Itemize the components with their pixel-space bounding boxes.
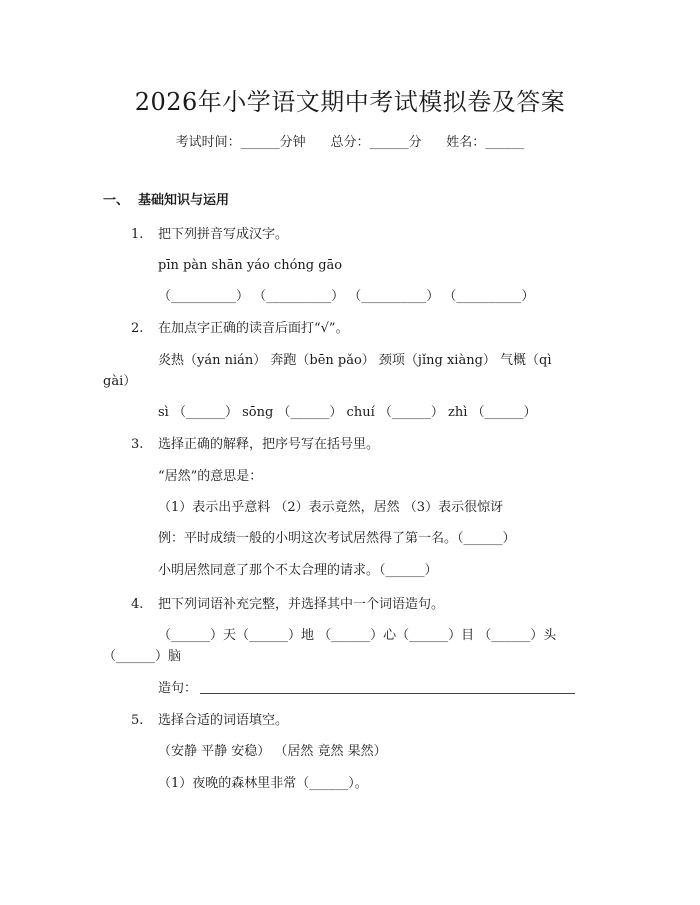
example-sentence: 例：平时成绩一般的小明这次考试居然得了第一名。（______） [158, 531, 516, 546]
pinyin-line: pīn pàn shān yáo chóng gāo [158, 258, 343, 273]
question-text: 把下列词语补充完整，并选择其中一个词语造句。 [158, 597, 445, 612]
pronunciation-line-wrap: gài） [103, 374, 137, 389]
exam-meta [0, 131, 700, 150]
question-number: 2. [131, 321, 144, 336]
idiom-blanks: （______）天（______）地 （______）心（______）目 （______）头 [158, 628, 557, 643]
sentence-label: 造句： [158, 681, 198, 696]
question-number: 1. [131, 227, 144, 242]
exam-time: 考试时间：______分钟 [175, 135, 306, 150]
question-text: 在加点字正确的读音后面打“√”。 [158, 321, 349, 336]
question-text: 选择合适的词语填空。 [158, 713, 289, 728]
student-name: 姓名：______ [446, 135, 525, 150]
question-number: 3. [131, 437, 144, 452]
answer-blanks: （__________） （__________） （__________） （__________） [158, 289, 535, 304]
pronunciation-line: 炎热（yán nián） 奔跑（bēn pǎo） 颈项（jǐng xiàng） 气概（qì [158, 353, 552, 368]
question-number: 5. [131, 713, 144, 728]
sentence-answer-line [200, 693, 575, 694]
question-body: “居然”的意思是： [158, 469, 263, 484]
total-score: 总分：______分 [330, 135, 422, 150]
options-line: （1）表示出乎意料 （2）表示竟然，居然 （3）表示很惊讶 [158, 500, 504, 515]
word-choices: （安静 平静 安稳） （居然 竟然 果然） [158, 744, 387, 759]
question-text: 把下列拼音写成汉字。 [158, 227, 289, 242]
question-text: 选择正确的解释，把序号写在括号里。 [158, 437, 380, 452]
idiom-blanks-wrap: （______）脑 [103, 649, 182, 664]
question-sentence: 小明居然同意了那个不太合理的请求。（______） [158, 563, 438, 578]
question-number: 4. [131, 597, 144, 612]
page-title: 2026年小学语文期中考试模拟卷及答案 [134, 88, 566, 116]
fill-in-sentence: （1）夜晚的森林里非常（______）。 [158, 776, 368, 791]
section-heading: 一、 基础知识与运用 [103, 193, 230, 208]
answer-blanks: sì （______） sōng （______） chuí （______） zhì （______） [158, 405, 537, 420]
